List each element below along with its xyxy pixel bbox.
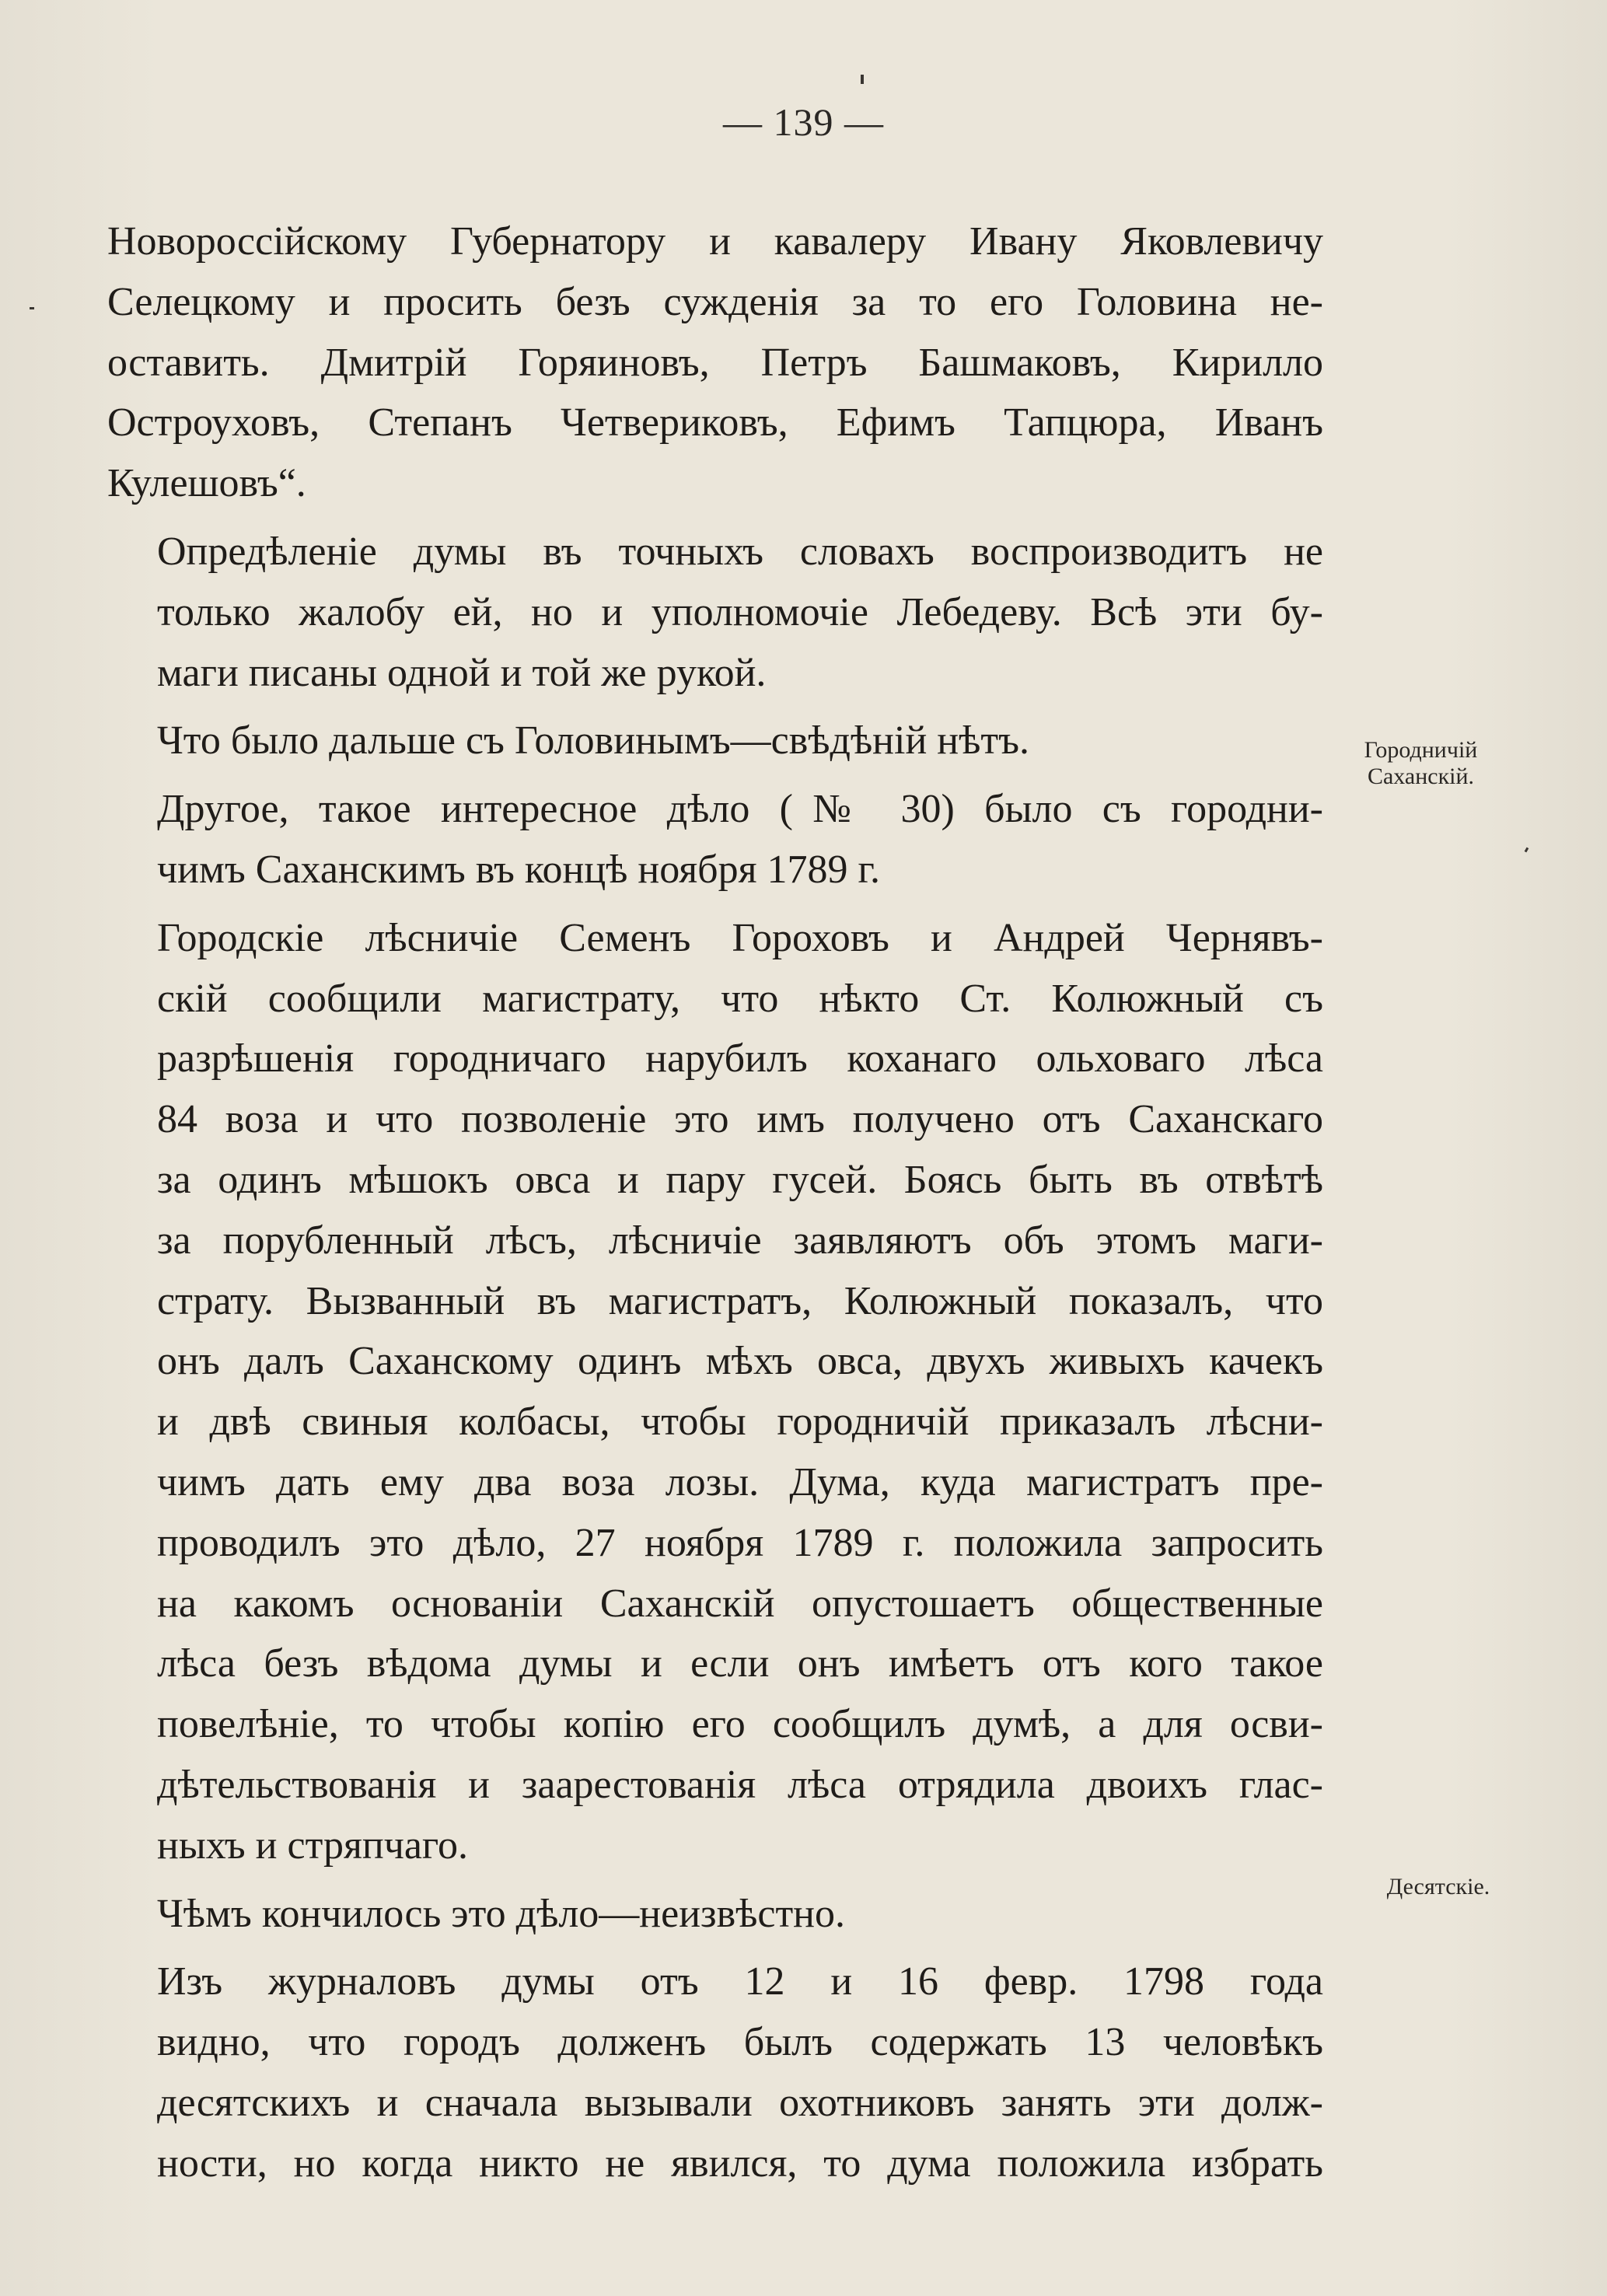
text-line: оставить. Дмитрій Горяиновъ, Петръ Башмаковъ, Кирилло bbox=[107, 340, 1323, 385]
text-line: Селецкому и просить безъ сужденія за то его Головина не- bbox=[107, 279, 1323, 324]
text-line: и двѣ свиныя колбасы, чтобы городничій приказалъ лѣсни- bbox=[157, 1400, 1323, 1445]
paragraph-desyatskie bbox=[107, 1952, 1323, 2193]
text-line: Новороссійскому Губернатору и кавалеру Ивану Яковлевичу bbox=[107, 219, 1323, 264]
text-line: только жалобу ей, но и уполномочіе Лебедеву. Всѣ эти бу- bbox=[157, 589, 1323, 634]
text-line: ныхъ и стряпчаго. bbox=[157, 1822, 468, 1868]
text-line: Изъ журналовъ думы отъ 12 и 16 февр. 1798 года bbox=[157, 1959, 1323, 2004]
text-line: разрѣшенія городничаго нарубилъ коханаго ольховаго лѣса bbox=[157, 1036, 1323, 1082]
text-line: маги писаны одной и той же рукой. bbox=[157, 650, 767, 695]
paragraph-petition-signatures bbox=[107, 211, 1323, 514]
text-line: чимъ дать ему два воза лозы. Дума, куда магистратъ пре- bbox=[157, 1459, 1323, 1504]
text-line: ности, но когда никто не явился, то дума положила избрать bbox=[157, 2140, 1323, 2186]
print-speck bbox=[30, 307, 34, 309]
paragraph-sakhansky-case bbox=[107, 779, 1323, 900]
text-line: Опредѣленіе думы въ точныхъ словахъ воспроизводитъ не bbox=[157, 529, 1323, 574]
text-line: Другое, такое интересное дѣло (№ 30) было съ городни- bbox=[157, 787, 1323, 832]
text-line: онъ далъ Саханскому одинъ мѣхъ овса, двухъ живыхъ качекъ bbox=[157, 1339, 1323, 1384]
text-line: на какомъ основаніи Саханскій опустошаетъ общественные bbox=[157, 1581, 1323, 1626]
page-number: — 139 — bbox=[723, 100, 884, 144]
text-line: лѣса безъ вѣдома думы и если онъ имѣетъ отъ кого такое bbox=[157, 1641, 1323, 1686]
text-line: скій сообщили магистрату, что нѣкто Ст. Колюжный съ bbox=[157, 976, 1323, 1021]
text-line: дѣтельствованія и заарестованія лѣса отрядила двоихъ глас- bbox=[157, 1762, 1323, 1807]
text-line: Чѣмъ кончилось это дѣло—неизвѣстно. bbox=[157, 1891, 845, 1936]
text-line: 84 воза и что позволеніе это имъ получено отъ Саханскаго bbox=[157, 1097, 1323, 1142]
margin-note-line: Саханскій. bbox=[1367, 764, 1475, 789]
text-line: Городскіе лѣсничіе Семенъ Гороховъ и Андрей Чернявъ- bbox=[157, 915, 1323, 960]
paragraph-golovin-outcome bbox=[107, 711, 1323, 771]
margin-note-line: Городничій bbox=[1364, 737, 1478, 763]
margin-note-gorodnichiy bbox=[1337, 737, 1504, 790]
body-text bbox=[107, 211, 1323, 2194]
text-line: десятскихъ и сначала вызывали охотниковъ занять эти долж- bbox=[157, 2080, 1323, 2125]
text-line: за порубленный лѣсъ, лѣсничіе заявляютъ объ этомъ маги- bbox=[157, 1218, 1323, 1263]
paragraph-case-unknown-end bbox=[107, 1884, 1323, 1945]
print-speck bbox=[861, 75, 864, 84]
paragraph-foresters-report bbox=[107, 908, 1323, 1876]
text-line: видно, что городъ долженъ былъ содержать 13 человѣкъ bbox=[157, 2020, 1323, 2065]
text-line: Остроуховъ, Степанъ Четвериковъ, Ефимъ Тапцюра, Иванъ bbox=[107, 400, 1323, 446]
text-line: за одинъ мѣшокъ овса и пару гусей. Боясь быть въ отвѣтѣ bbox=[157, 1157, 1323, 1202]
text-line: проводилъ это дѣло, 27 ноября 1789 г. положила запросить bbox=[157, 1520, 1323, 1565]
text-line: Что было дальше съ Головинымъ—свѣдѣній нѣтъ. bbox=[157, 718, 1029, 764]
text-line: страту. Вызванный въ магистратъ, Колюжный показалъ, что bbox=[157, 1278, 1323, 1323]
paragraph-duma-determination bbox=[107, 522, 1323, 703]
margin-note-desyatskie: Десятскіе. bbox=[1386, 1874, 1490, 1899]
text-line: чимъ Саханскимъ въ концѣ ноября 1789 г. bbox=[157, 847, 880, 892]
print-speck bbox=[1525, 847, 1529, 853]
text-line: Кулешовъ“. bbox=[107, 461, 306, 506]
text-line: повелѣніе, то чтобы копію его сообщилъ думѣ, а для осви- bbox=[157, 1702, 1323, 1747]
